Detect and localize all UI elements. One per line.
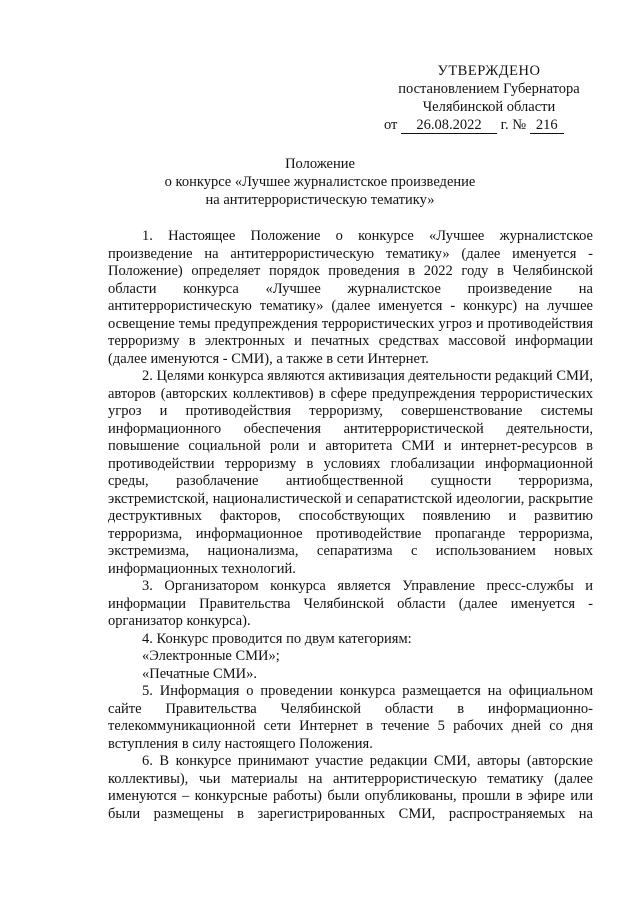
paragraph-5: 5. Информация о проведении конкурса размещается на официальном сайте Правительства Челябинской области в информационно-телекоммуникационной сети Интернет в течение 5 рабочих дней со дня вступления в силу настоящего Положения.: [108, 683, 593, 752]
paragraph-3: 3. Организатором конкурса является Управление пресс-службы и информации Правительства Челябинской области (далее именуется - организатор конкурса).: [108, 578, 593, 629]
approval-line-1: постановлением Губернатора: [398, 81, 580, 97]
category-electronic: «Электронные СМИ»;: [142, 648, 280, 664]
approval-number: 216: [530, 118, 564, 134]
heading-line-2: о конкурсе «Лучшее журналистское произведение: [164, 174, 476, 190]
paragraph-6: 6. В конкурсе принимают участие редакции СМИ, авторы (авторские коллективы), чьи материалы на антитеррористическую тематику (далее именуются – конкурсные работы) были опубликованы, прошли в эфире или были размещены в зарегистрированных СМИ, распространяемых на: [108, 753, 593, 822]
document-body: [108, 228, 593, 823]
year-suffix: г. №: [500, 117, 527, 133]
paragraph-1: 1. Настоящее Положение о конкурсе «Лучшее журналистское произведение на антитеррористическую тематику» (далее именуется - Положение) определяет порядок проведения в 2022 году в Челябинской области конкурса «Лучшее журналистское произведение на антитеррористическую тематику» (далее именуется - конкурс) на лучшее освещение темы предупреждения террористических угроз и противодействия терроризму в электронных и печатных средствах массовой информации (далее именуются - СМИ), а также в сети Интернет.: [108, 228, 593, 367]
document-heading: [0, 155, 640, 209]
approval-stamp-block: [384, 62, 594, 134]
approval-title: УТВЕРЖДЕНО: [437, 63, 541, 79]
heading-line-3: на антитеррористическую тематику»: [205, 192, 435, 208]
paragraph-2: 2. Целями конкурса являются активизация деятельности редакций СМИ, авторов (авторских коллективов) в сфере предупреждения террористических угроз и противодействия терроризму, совершенствование системы информационного обеспечения антитеррористической деятельности, повышение социальной роли и авторитета СМИ и интернет-ресурсов в противодействии терроризму в условиях глобализации информационной среды, разоблачение антиобщественной сущности терроризма, экстремистской, националистической и сепаратистской идеологии, раскрытие деструктивных факторов, способствующих появлению и развитию терроризма, информационное противодействие пропаганде терроризма, экстремизма, национализма, сепаратизма с использованием новых информационных технологий.: [108, 368, 593, 577]
category-print: «Печатные СМИ».: [142, 665, 257, 682]
approval-date-line: [384, 116, 594, 134]
approval-date: 26.08.2022: [401, 118, 497, 134]
paragraph-4: 4. Конкурс проводится по двум категориям:: [142, 630, 412, 647]
heading-line-1: Положение: [285, 156, 355, 172]
approval-line-2: Челябинской области: [422, 99, 556, 115]
date-prefix: от: [384, 117, 398, 133]
